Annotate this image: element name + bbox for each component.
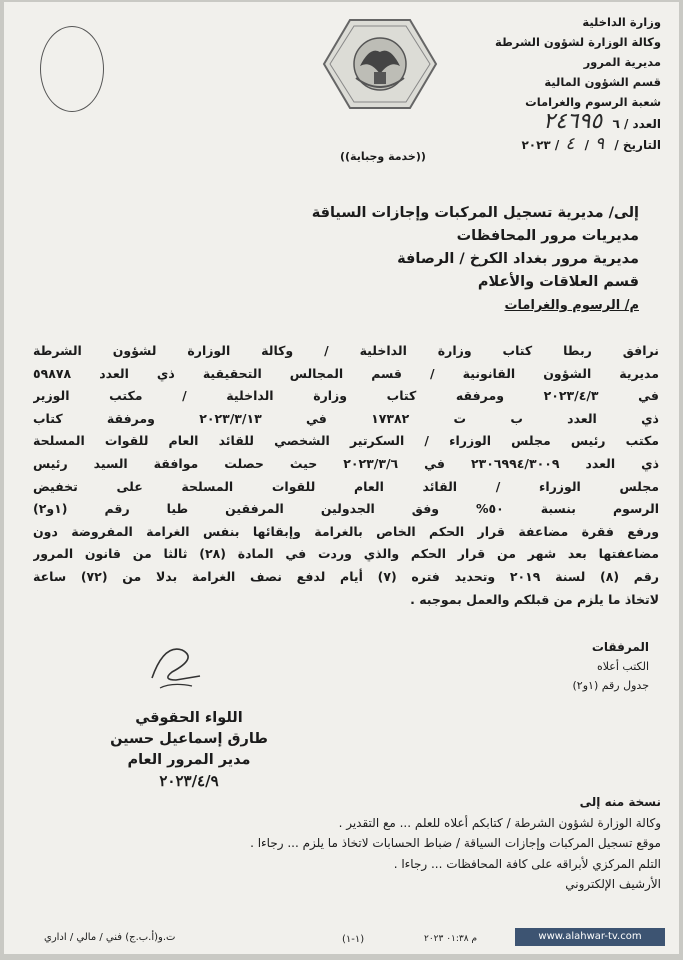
signature-date: ٢٠٢٣/٤/٩: [159, 772, 219, 790]
letter-body: [33, 340, 659, 611]
signatory-name: طارق إسماعيل حسين: [110, 731, 268, 747]
ministry-emblem-icon: [320, 16, 440, 112]
date-month: ٤: [565, 134, 575, 154]
footer-initials: ت.و(أ.ب.ج) فني / مالي / اداري: [44, 932, 176, 943]
body-line: نرافق ربطا كتاب وزارة الداخلية / وكالة الوزارة لشؤون الشرطة: [33, 343, 659, 358]
handwritten-signature-icon: [142, 636, 212, 696]
page-number: (١-١): [342, 934, 365, 945]
document-date: التاريخ / ٩/ ٤/ ٢٠٢٣: [521, 134, 661, 154]
ministry-header: [451, 12, 661, 155]
body-line: رقم (٨) لسنة ٢٠١٩ وتحديد فتره (٧) أيام لدفع نصف الغرامة بدلا من (٧٢) ساعة: [33, 568, 659, 584]
attachment-item: جدول رقم (١و٢): [572, 679, 649, 692]
number-handwritten: ٢٤٦٩٥: [543, 109, 603, 134]
date-label: التاريخ /: [614, 138, 661, 152]
subject-line: م/ الرسوم والغرامات: [504, 298, 639, 313]
body-line: مضاعفتها بعد شهر من قرار الحكم والذي وردت في المادة (٢٨) ثالثا من قانون المرور: [33, 546, 659, 562]
signatory-title: مدير المرور العام: [127, 752, 251, 768]
number-prefix: ٦: [612, 117, 620, 131]
date-day: ٩: [595, 134, 605, 154]
signatory-rank: اللواء الحقوقي: [135, 710, 243, 726]
body-line: ذي العدد ٢٣٠٦٩٩٤/٣٠٠٩ في ٢٠٢٣/٣/٦ حيث حصلت موافقة السيد رئيس: [33, 455, 659, 471]
number-label: العدد /: [623, 117, 661, 131]
ministry-line: قسم الشؤون المالية: [544, 75, 661, 89]
site-watermark: www.alahwar-tv.com: [515, 928, 665, 946]
document-number: [451, 109, 661, 134]
addressee-block: [312, 202, 639, 317]
addressee-line: مديرية مرور بغداد الكرخ / الرصافة: [397, 251, 639, 267]
body-line: ورفع فقرة مضاعفة قرار الحكم الخاص بالغرامة وإبقائها بنفس الغرامة المفروضة دون: [33, 523, 659, 539]
ministry-line: وزارة الداخلية: [582, 15, 661, 29]
copy-line: وكالة الوزارة لشؤون الشرطة / كتابكم أعلاه للعلم ... مع التقدير .: [338, 815, 661, 830]
body-line: مديرية الشؤون القانونية / قسم المجالس التحقيقية ذي العدد ٥٩٨٧٨: [33, 365, 659, 381]
body-line: الرسوم بنسبة ٥٠% وفق الجدولين المرفقين طيا رقم (١و٢): [33, 501, 659, 517]
body-line: في ٢٠٢٣/٤/٣ ومرفقه كتاب وزارة الداخلية / مكتب الوزير: [33, 388, 659, 404]
addressee-line: قسم العلاقات والأعلام: [477, 274, 639, 290]
copy-line: التلم المركزي لأبراقه على كافة المحافظات ... رجاءا .: [393, 856, 661, 871]
attachments-title: المرفقات: [591, 640, 649, 654]
document-page: [4, 2, 679, 954]
signature-block: [64, 708, 314, 792]
print-stamp: م ٠١:٣٨ ٢٠٢٣: [424, 934, 478, 944]
oval-stamp-mark: [40, 26, 104, 112]
ministry-line: مديرية المرور: [583, 55, 661, 69]
ministry-line: شعبة الرسوم والغرامات: [525, 95, 661, 109]
attachments-block: [572, 638, 649, 695]
copy-line: الأرشيف الإلكتروني: [565, 877, 661, 891]
body-line: لاتخاذ ما يلزم من قبلكم والعمل بموجبه .: [410, 591, 659, 607]
copy-line: موقع تسجيل المركبات وإجازات السياقة / ضباط الحسابات لاتخاذ ما يلزم ... رجاءا .: [250, 836, 661, 850]
date-year: ٢٠٢٣: [521, 138, 551, 152]
body-line: مجلس الوزراء / القائد العام للقوات المسلحة على تخفيض: [33, 478, 659, 494]
attachment-item: الكتب أعلاه: [596, 660, 649, 673]
addressee-line: مديريات مرور المحافظات: [456, 228, 639, 244]
addressee-line: إلى/ مديرية تسجيل المركبات وإجازات السياقة: [311, 205, 639, 221]
copies-block: [31, 792, 661, 895]
ministry-line: وكالة الوزارة لشؤون الشرطة: [494, 35, 661, 49]
copies-title: نسخة منه إلى: [579, 795, 661, 809]
body-line: ذي العدد ب ت ١٧٣٨٢ في ٢٠٢٣/٣/١٣ ومرفقة كتاب: [33, 410, 659, 426]
service-label: ((خدمة وجباية)): [340, 150, 426, 163]
body-line: مكتب رئيس مجلس الوزراء / السكرتير الشخصي للقائد العام للقوات المسلحة: [33, 433, 659, 449]
